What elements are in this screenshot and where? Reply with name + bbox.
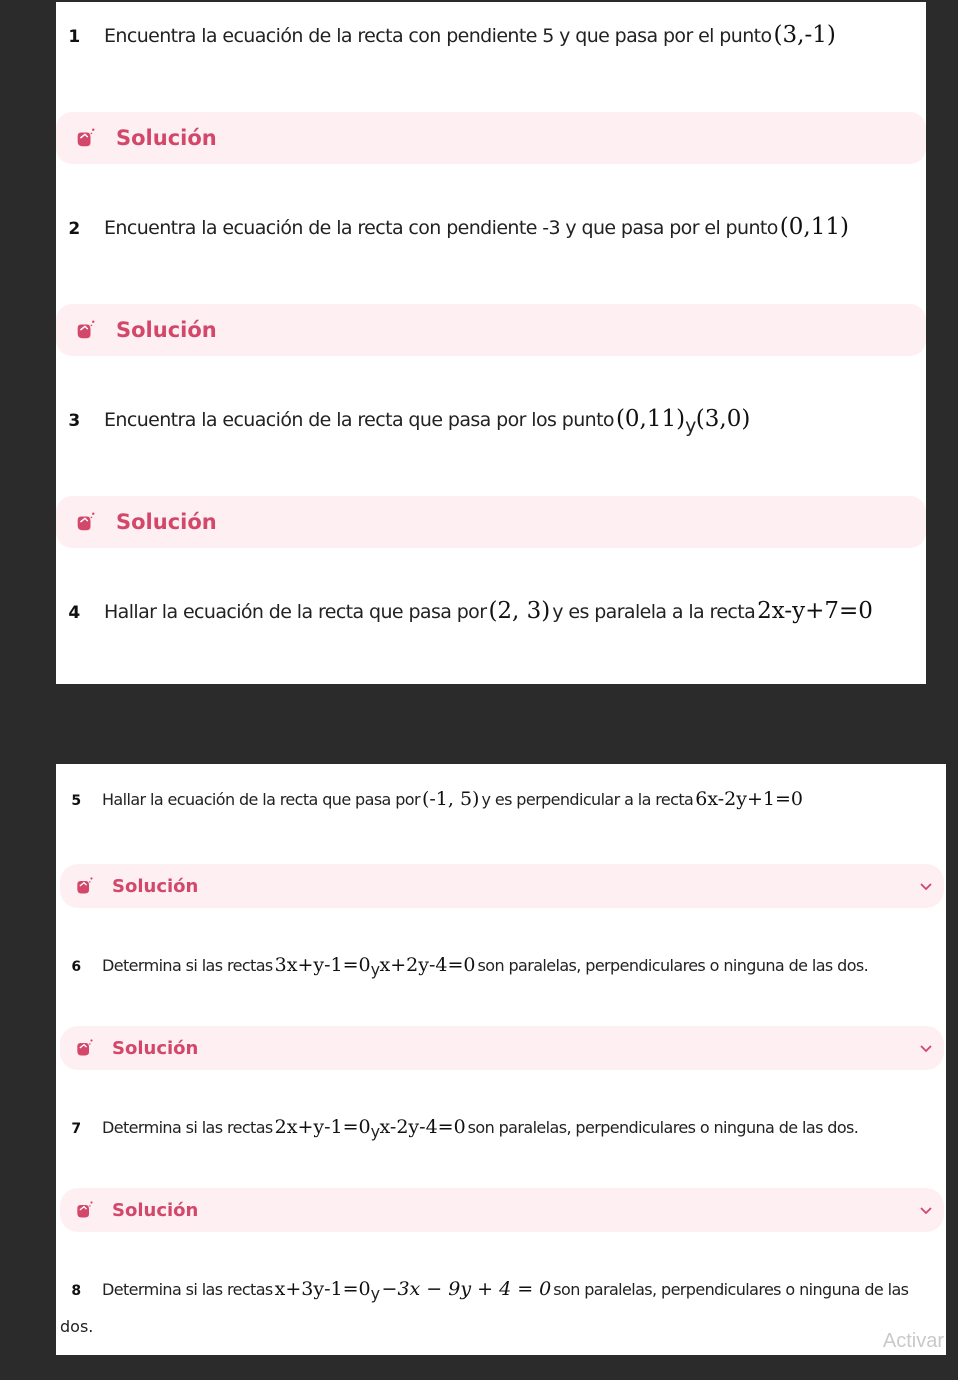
exercise-math-1: (0,11) [615,406,686,432]
exercise-text-2: son paralelas, perpendiculares o ninguna de las [553,1280,909,1299]
exercise-1 [56,22,926,48]
sparkle-hand-icon [74,876,94,896]
exercise-text: Hallar la ecuación de la recta que pasa por [104,601,487,623]
exercise-panel-top [56,2,926,684]
exercise-text-2: y es paralela a la recta [552,601,756,623]
exercise-number: 3 [68,411,80,431]
solution-label: Solución [116,510,217,534]
exercise-number: 6 [71,959,81,975]
exercise-math: (0,11) [779,214,849,240]
exercise-math-2: 2x-y+7=0 [757,598,873,624]
exercise-math-1: (-1, 5) [421,788,480,810]
exercise-text: Determina si las rectas [102,1118,273,1137]
exercise-number: 5 [71,793,81,809]
sparkle-hand-icon [74,319,96,341]
exercise-7 [56,1116,946,1141]
sparkle-hand-icon [74,127,96,149]
solution-label: Solución [112,1037,199,1059]
exercise-math-2: (3,0) [695,406,751,432]
solution-toggle-5[interactable] [60,864,944,908]
exercise-text-2: son paralelas, perpendiculares o ninguna de las dos. [477,956,869,975]
exercise-text: Encuentra la ecuación de la recta que pasa por los punto [104,409,614,431]
solution-label: Solución [116,318,217,342]
solution-toggle-3[interactable] [56,496,926,548]
exercise-math-2: x+2y-4=0 [379,954,476,976]
exercise-text: Encuentra la ecuación de la recta con pendiente 5 y que pasa por el punto [104,25,772,47]
exercise-text: Determina si las rectas [102,1280,273,1299]
solution-toggle-2[interactable] [56,304,926,356]
exercise-conjunction: y [685,415,696,437]
exercise-8 [56,1278,946,1303]
exercise-text: Encuentra la ecuación de la recta con pendiente -3 y que pasa por el punto [104,217,778,239]
exercise-3 [56,406,926,437]
solution-label: Solución [116,126,217,150]
exercise-math-2: 6x-2y+1=0 [695,788,803,810]
exercise-number: 8 [71,1283,81,1299]
chevron-down-icon[interactable] [918,1202,934,1218]
exercise-math-1: (2, 3) [488,598,551,624]
exercise-2 [56,214,926,240]
chevron-down-icon[interactable] [918,878,934,894]
exercise-text-2: y es perpendicular a la recta [481,790,694,809]
exercise-conjunction: y [370,1284,380,1303]
exercise-6 [56,954,946,979]
exercise-5 [56,788,946,810]
exercise-conjunction: y [370,960,380,979]
exercise-math-2: x-2y-4=0 [379,1116,466,1138]
solution-toggle-7[interactable] [60,1188,944,1232]
exercise-number: 2 [68,219,80,239]
exercise-text: Hallar la ecuación de la recta que pasa por [102,790,420,809]
exercise-math-2: −3x − 9y + 4 = 0 [381,1278,552,1300]
chevron-down-icon[interactable] [918,1040,934,1056]
exercise-number: 7 [71,1121,81,1137]
solution-toggle-1[interactable] [56,112,926,164]
exercise-math-1: 3x+y-1=0 [274,954,371,976]
exercise-4 [56,598,926,624]
exercise-8-continuation: dos. [60,1317,94,1336]
sparkle-hand-icon [74,1038,94,1058]
exercise-math-1: x+3y-1=0 [274,1278,371,1300]
exercise-conjunction: y [370,1122,380,1141]
exercise-text: Determina si las rectas [102,956,273,975]
sparkle-hand-icon [74,511,96,533]
exercise-panel-bottom [56,764,946,1355]
sparkle-hand-icon [74,1200,94,1220]
exercise-number: 4 [68,603,80,623]
activation-watermark: Activar [882,1330,944,1352]
exercise-math-1: 2x+y-1=0 [274,1116,371,1138]
exercise-math: (3,-1) [773,22,836,48]
exercise-text-2: son paralelas, perpendiculares o ninguna de las dos. [467,1118,859,1137]
solution-label: Solución [112,875,199,897]
solution-toggle-6[interactable] [60,1026,944,1070]
solution-label: Solución [112,1199,199,1221]
exercise-number: 1 [68,27,80,47]
